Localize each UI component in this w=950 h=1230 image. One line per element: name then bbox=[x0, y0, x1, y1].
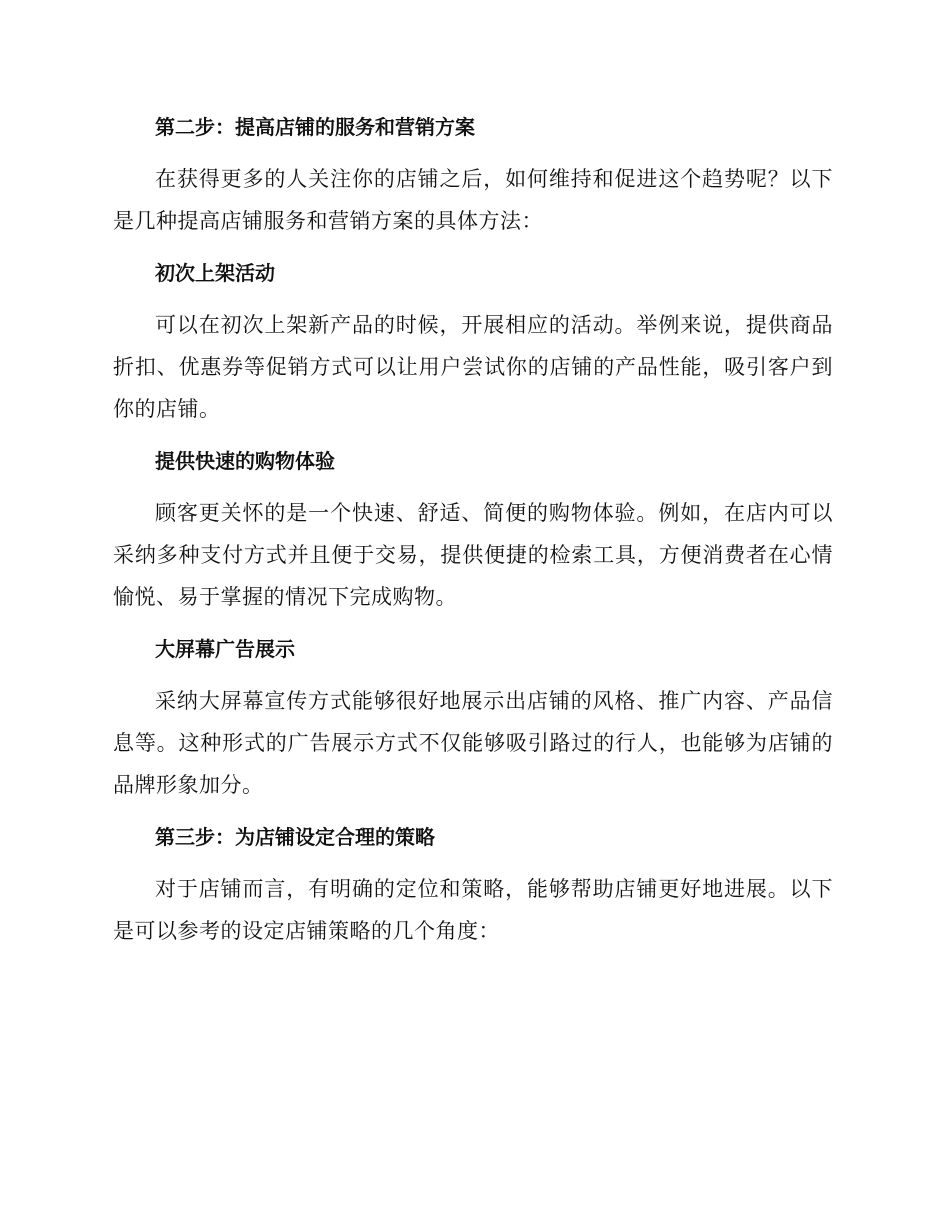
subheading-big-screen-ads: 大屏幕广告展示 bbox=[155, 637, 295, 661]
paragraph-intro-step-three: 对于店铺而言，有明确的定位和策略，能够帮助店铺更好地进展。以下是可以参考的设定店铺策略的几个角度： bbox=[113, 877, 833, 943]
section-heading-step-two: 第二步：提高店铺的服务和营销方案 bbox=[155, 115, 475, 139]
section-heading-step-three: 第三步：为店铺设定合理的策略 bbox=[155, 825, 435, 849]
subheading-first-launch: 初次上架活动 bbox=[155, 261, 275, 285]
paragraph-first-launch: 可以在初次上架新产品的时候，开展相应的活动。举例来说，提供商品折扣、优惠券等促销方式可以让用户尝试你的店铺的产品性能，吸引客户到你的店铺。 bbox=[113, 313, 833, 421]
paragraph-intro-step-two: 在获得更多的人关注你的店铺之后，如何维持和促进这个趋势呢？以下是几种提高店铺服务和营销方案的具体方法： bbox=[113, 167, 833, 233]
subheading-fast-shopping: 提供快速的购物体验 bbox=[155, 449, 335, 473]
paragraph-big-screen-ads: 采纳大屏幕宣传方式能够很好地展示出店铺的风格、推广内容、产品信息等。这种形式的广告展示方式不仅能够吸引路过的行人，也能够为店铺的品牌形象加分。 bbox=[113, 689, 833, 797]
document-body bbox=[113, 106, 833, 962]
paragraph-fast-shopping: 顾客更关怀的是一个快速、舒适、简便的购物体验。例如，在店内可以采纳多种支付方式并且便于交易，提供便捷的检索工具，方便消费者在心情愉悦、易于掌握的情况下完成购物。 bbox=[113, 501, 833, 609]
